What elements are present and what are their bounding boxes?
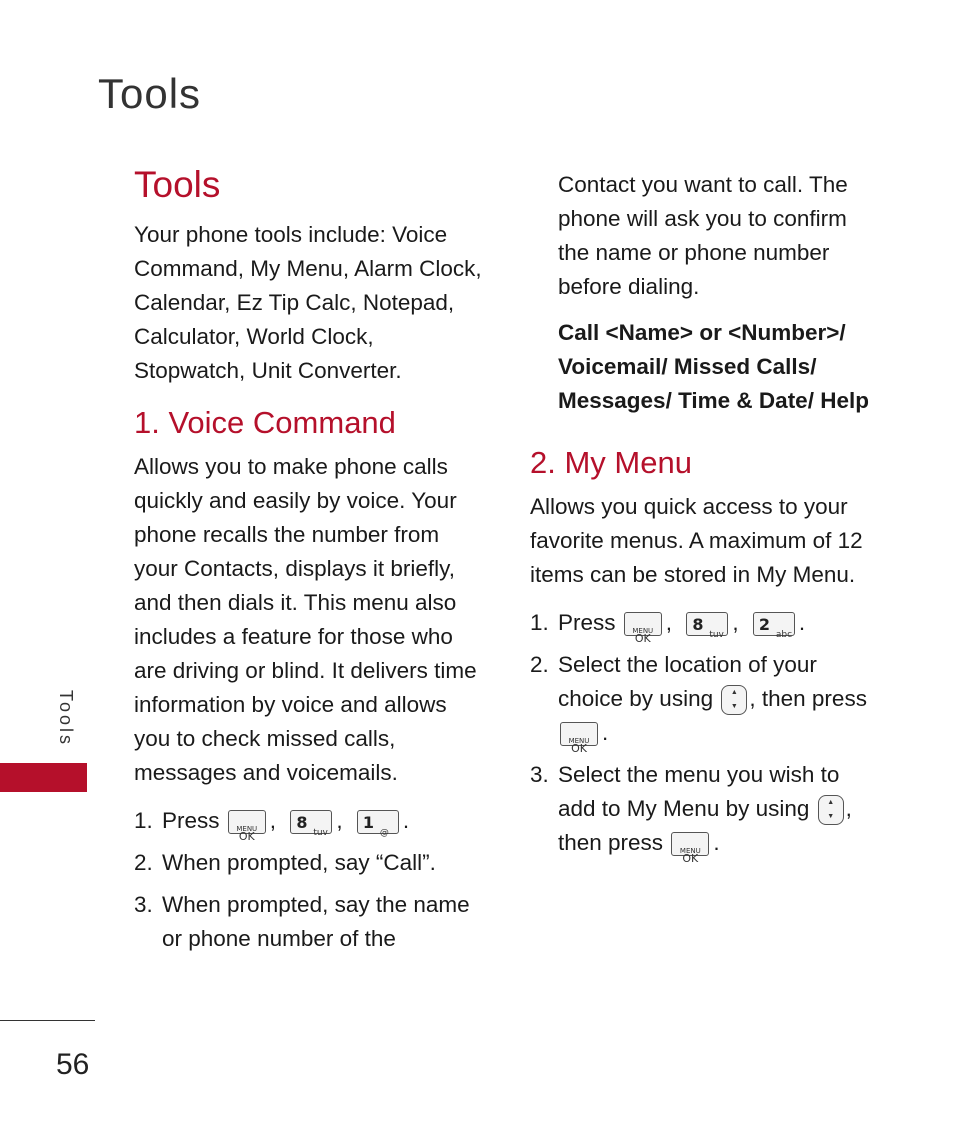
- right-column: [530, 168, 880, 868]
- footer-rule: [0, 1020, 95, 1021]
- my-menu-description: Allows you quick access to your favorite menus. A maximum of 12 items can be stored in My Menu.: [530, 494, 863, 588]
- heading-voice-command: 1. Voice Command: [134, 404, 396, 440]
- key-8-icon: 8 tuv: [686, 612, 728, 636]
- tools-intro: Your phone tools include: Voice Command, My Menu, Alarm Clock, Calendar, Ez Tip Calc, Notepad, Calculator, World Clock, Stopwatch, Unit Converter.: [134, 221, 482, 383]
- side-tab-marker: [0, 763, 87, 792]
- step-3: 3. Select the menu you wish to add to My Menu by using ▲ ▼ , then press MENU OK .: [530, 762, 852, 866]
- left-column: [134, 165, 484, 964]
- voice-command-steps: [134, 804, 484, 956]
- menu-ok-key-icon: MENU OK: [228, 810, 266, 834]
- menu-ok-key-icon: MENU OK: [624, 612, 662, 636]
- page-number: 56: [56, 1048, 90, 1081]
- heading-my-menu: 2. My Menu: [530, 445, 692, 480]
- voice-command-description: Allows you to make phone calls quickly and easily by voice. Your phone recalls the number from your Contacts, displays it briefly, and then dials it. This menu also includes a feature for those who are driving or blind. It delivers time information by voice and allows you to check missed calls, messages and voicemails.: [134, 453, 477, 785]
- key-2-icon: 2 abc: [753, 612, 795, 636]
- nav-up-down-key-icon: ▲ ▼: [818, 795, 844, 825]
- page-header-title: Tools: [98, 70, 202, 117]
- section-title-tools: Tools: [134, 164, 221, 205]
- step-1: 1. Press MENU OK , 8 tuv , 1 @ .: [134, 807, 410, 843]
- step-3: 3. When prompted, say the name or phone number of the: [134, 891, 470, 951]
- my-menu-steps: [530, 606, 880, 866]
- step-1: 1. Press MENU OK , 8 tuv , 2 abc .: [530, 610, 806, 646]
- step-2: 2. Select the location of your choice by using ▲ ▼ , then press MENU OK .: [530, 652, 867, 756]
- voice-command-list: Call <Name> or <Number>/ Voicemail/ Missed Calls/ Messages/ Time & Date/ Help: [558, 320, 869, 413]
- side-tab-label: Tools: [56, 690, 76, 748]
- voice-command-continued: Contact you want to call. The phone will ask you to confirm the name or phone number before dialing.: [558, 172, 848, 299]
- menu-ok-key-icon: MENU OK: [560, 722, 598, 746]
- key-8-icon: 8 tuv: [290, 810, 332, 834]
- step-2: 2. When prompted, say “Call”.: [134, 849, 436, 875]
- key-1-icon: 1 @: [357, 810, 399, 834]
- menu-ok-key-icon: MENU OK: [671, 832, 709, 856]
- nav-up-down-key-icon: ▲ ▼: [721, 685, 747, 715]
